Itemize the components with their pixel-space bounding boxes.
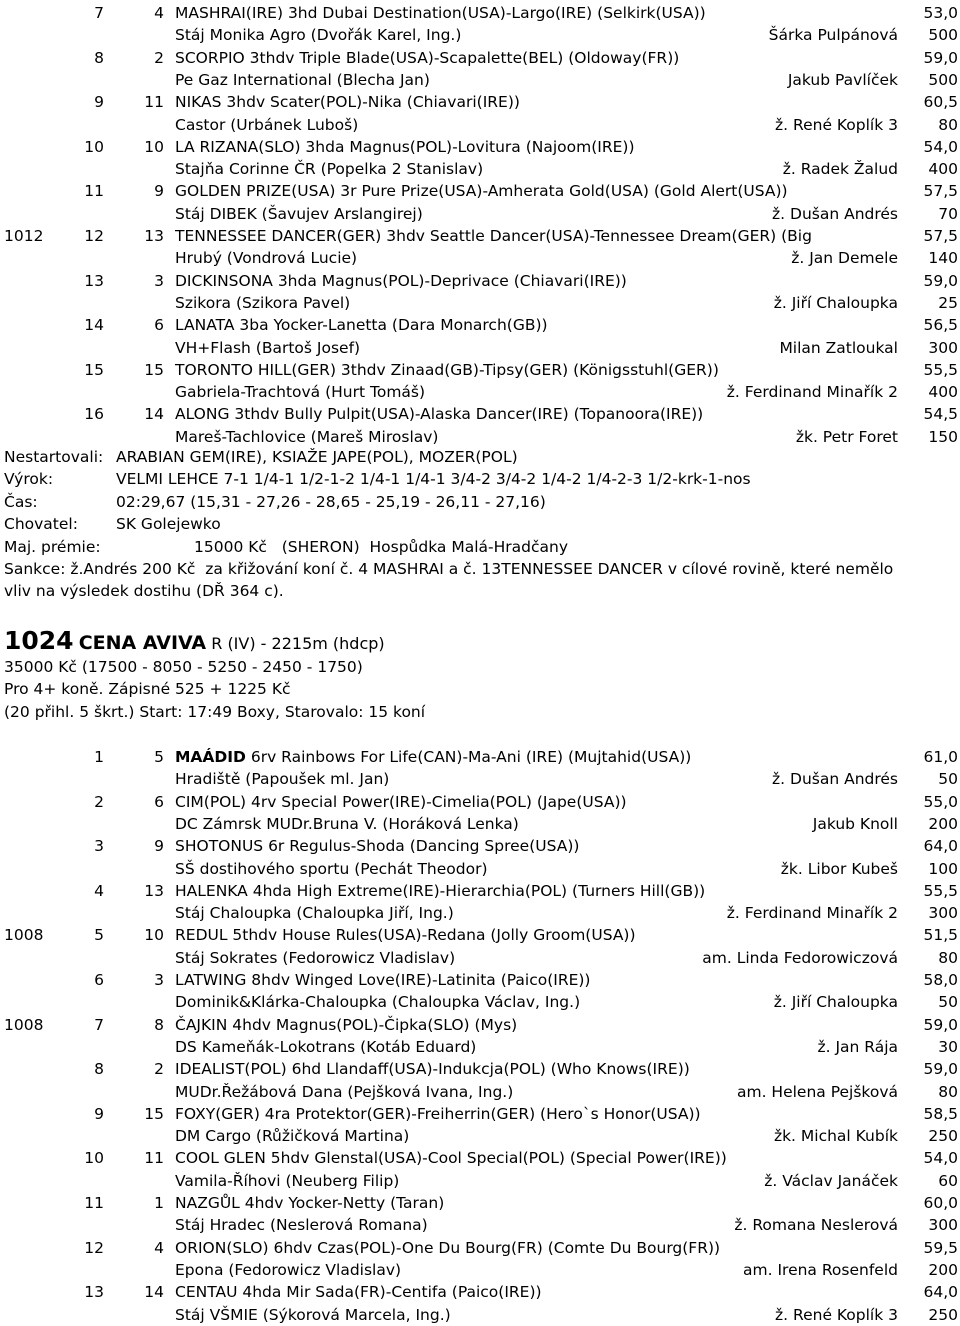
cell-c4: ž. Romana Neslerová (734, 1216, 898, 1235)
cell-c1: 10 (84, 137, 104, 156)
cell-c5: 59,0 (923, 1060, 958, 1079)
cell-c1: 5 (94, 926, 104, 945)
table-row (0, 158, 960, 180)
cell-c2: 11 (144, 93, 164, 112)
table-row (0, 24, 960, 46)
cell-c2: 3 (154, 271, 164, 290)
cell-c4: ž. Dušan Andrés (772, 204, 898, 223)
cell-c5: 80 (938, 948, 958, 967)
table-row (0, 381, 960, 403)
cell-c1: 9 (94, 1104, 104, 1123)
cell-c3: ORION(SLO) 6hdv Czas(POL)-One Du Bourg(FR) (Comte Du Bourg(FR)) (175, 1238, 721, 1257)
cell-c5: 25 (938, 293, 958, 312)
cell-c5: 54,5 (923, 405, 958, 424)
cell-c4: žk. Michal Kubík (773, 1127, 898, 1146)
chovatel-value: SK Golejewko (116, 515, 221, 533)
cell-c3: Dominik&Klárka-Chaloupka (Chaloupka Václav, Ing.) (175, 993, 581, 1012)
cell-c3: CENTAU 4hda Mir Sada(FR)-Centifa (Paico(IRE)) (175, 1283, 542, 1302)
cell-c3: SCORPIO 3thdv Triple Blade(USA)-Scapalette(BEL) (Oldoway(FR)) (175, 48, 680, 67)
cell-c5: 200 (928, 814, 958, 833)
cell-c5: 55,0 (923, 792, 958, 811)
table-row (0, 69, 960, 91)
cell-c5: 500 (928, 26, 958, 45)
cell-c2: 10 (144, 137, 164, 156)
cell-c1: 9 (94, 93, 104, 112)
table-row (0, 880, 960, 902)
cell-c5: 54,0 (923, 137, 958, 156)
cell-c2: 9 (154, 837, 164, 856)
table-row (0, 247, 960, 269)
table-row (0, 947, 960, 969)
cell-c1: 8 (94, 1060, 104, 1079)
cell-c1: 13 (84, 271, 104, 290)
cell-c1: 2 (94, 792, 104, 811)
cell-c1: 11 (84, 1194, 104, 1212)
premie-label: Maj. prémie: (4, 538, 101, 556)
table-row (0, 2, 960, 24)
table-row (0, 1058, 960, 1080)
table-row (0, 91, 960, 113)
cell-c3: LANATA 3ba Yocker-Lanetta (Dara Monarch(GB)) (175, 316, 548, 335)
cell-c1: 6 (94, 971, 104, 989)
table-row (0, 1081, 960, 1103)
table-row (0, 1192, 960, 1214)
cell-c2: 6 (154, 792, 164, 811)
cell-c3: TORONTO HILL(GER) 3thdv Zinaad(GB)-Tipsy(GER) (Königsstuhl(GER)) (175, 360, 719, 379)
cell-c5: 250 (928, 1127, 958, 1146)
cell-c3: TENNESSEE DANCER(GER) 3hdv Seattle Dancer(USA)-Tennessee Dream(GER) (Big (175, 227, 812, 245)
premie-value: 15000 Kč (SHERON) Hospůdka Malá-Hradčany (194, 538, 568, 556)
cell-c3 (175, 746, 691, 768)
cell-c3: DC Zámrsk MUDr.Bruna V. (Horáková Lenka) (175, 814, 519, 833)
cell-c3: Gabriela-Trachtová (Hurt Tomáš) (175, 383, 426, 402)
cell-c1: 12 (84, 1238, 104, 1257)
cell-c3: Stáj DIBEK (Šavujev Arslangirej) (175, 204, 423, 223)
cell-c2: 2 (154, 1060, 164, 1079)
table-row (0, 1170, 960, 1192)
cell-c3: LA RIZANA(SLO) 3hda Magnus(POL)-Lovitura (Najoom(IRE)) (175, 137, 635, 156)
cell-c5: 140 (928, 249, 958, 268)
cell-c5: 50 (938, 993, 958, 1012)
vyrok-value: VELMI LEHCE 7-1 1/4-1 1/2-1-2 1/4-1 1/4-1 3/4-2 3/4-2 1/4-2 1/4-2-3 1/2-krk-1-nos (116, 470, 751, 488)
cell-c5: 59,0 (923, 1015, 958, 1034)
cell-c5: 61,0 (923, 748, 958, 766)
cell-c3: DS Kameňák-Lokotrans (Kotáb Eduard) (175, 1037, 477, 1056)
table-row (0, 136, 960, 158)
sankce-line-1: Sankce: ž.Andrés 200 Kč za křižování koní č. 4 MASHRAI a č. 13TENNESSEE DANCER v cílové rovině, které nemělo (4, 560, 894, 578)
cell-c2: 13 (144, 227, 164, 245)
cell-c3: REDUL 5thdv House Rules(USA)-Redana (Jolly Groom(USA)) (175, 926, 636, 945)
cell-c4: ž. Jan Demele (791, 249, 898, 268)
cell-c2: 2 (154, 48, 164, 67)
cas-label: Čas: (4, 493, 38, 511)
cell-c2: 10 (144, 926, 164, 945)
cell-c3: DICKINSONA 3hda Magnus(POL)-Deprivace (Chiavari(IRE)) (175, 271, 627, 290)
cell-c3: Epona (Fedorowicz Vladislav) (175, 1260, 402, 1279)
cell-c2: 14 (144, 1283, 164, 1302)
cell-c3: COOL GLEN 5hdv Glenstal(USA)-Cool Special(POL) (Special Power(IRE)) (175, 1149, 727, 1168)
cell-c2: 8 (154, 1015, 164, 1034)
cell-c2: 11 (144, 1149, 164, 1168)
cell-c5: 500 (928, 70, 958, 89)
table-row (0, 1014, 960, 1036)
cell-c1: 14 (84, 316, 104, 335)
cell-c3: ČAJKIN 4hdv Magnus(POL)-Čipka(SLO) (Mys) (175, 1015, 518, 1034)
table-row (0, 791, 960, 813)
cell-c1: 11 (84, 182, 104, 201)
cell-c5: 53,0 (923, 4, 958, 22)
cell-c3: Stáj Sokrates (Fedorowicz Vladislav) (175, 948, 456, 967)
cell-c5: 56,5 (923, 316, 958, 335)
cell-c5: 400 (928, 160, 958, 179)
cell-c1: 12 (84, 227, 104, 245)
cell-c0: 1008 (4, 1015, 44, 1034)
cell-c5: 51,5 (923, 926, 958, 945)
cell-c3: FOXY(GER) 4ra Protektor(GER)-Freiherrin(GER) (Hero`s Honor(USA)) (175, 1104, 701, 1123)
cell-c1: 13 (84, 1283, 104, 1302)
cell-c3: VH+Flash (Bartoš Josef) (175, 338, 361, 357)
cell-c5: 300 (928, 904, 958, 923)
cell-c3: Vamila-Říhovi (Neuberg Filip) (175, 1171, 400, 1190)
cell-c1: 15 (84, 360, 104, 379)
race-2-prizes: 35000 Kč (17500 - 8050 - 5250 - 2450 - 1750) (4, 658, 363, 676)
cell-c5: 59,0 (923, 48, 958, 67)
cell-c3: Pe Gaz International (Blecha Jan) (175, 70, 430, 89)
cell-c4: ž. René Koplík 3 (775, 115, 898, 134)
table-row (0, 337, 960, 359)
vyrok-label: Výrok: (4, 470, 54, 488)
cell-c3: Stáj VŠMIE (Sýkorová Marcela, Ing.) (175, 1305, 451, 1324)
cell-c3: GOLDEN PRIZE(USA) 3r Pure Prize(USA)-Amherata Gold(USA) (Gold Alert(USA)) (175, 182, 788, 201)
table-row (0, 203, 960, 225)
cell-c5: 250 (928, 1305, 958, 1324)
nestartovali-label: Nestartovali: (4, 448, 104, 466)
cell-c4: ž. Jiří Chaloupka (773, 993, 898, 1012)
cell-c1: 3 (94, 837, 104, 856)
cell-c5: 100 (928, 859, 958, 878)
table-row (0, 746, 960, 768)
cell-c4: Jakub Knoll (812, 814, 898, 833)
cell-c4: Milan Zatloukal (779, 338, 898, 357)
cell-c3: MUDr.Řežábová Dana (Pejšková Ivana, Ing.) (175, 1082, 514, 1101)
cell-c3: Stajňa Corinne ČR (Popelka 2 Stanislav) (175, 160, 484, 179)
cell-c5: 150 (928, 427, 958, 446)
table-row (0, 359, 960, 381)
table-row (0, 835, 960, 857)
chovatel-label: Chovatel: (4, 515, 78, 533)
cell-c2: 3 (154, 971, 164, 989)
cell-c5: 58,0 (923, 971, 958, 989)
cell-c5: 64,0 (923, 837, 958, 856)
winner-name: MAÁDID (175, 748, 246, 766)
cell-c2: 13 (144, 881, 164, 900)
cell-c1: 10 (84, 1149, 104, 1168)
race-2-class-distance: R (IV) - 2215m (hdcp) (211, 634, 385, 653)
table-row (0, 1304, 960, 1326)
cell-c5: 60,0 (923, 1194, 958, 1212)
cas-value: 02:29,67 (15,31 - 27,26 - 28,65 - 25,19 - 26,11 - 27,16) (116, 493, 546, 511)
table-row (0, 969, 960, 991)
cell-c2: 4 (154, 1238, 164, 1257)
cell-c4: am. Irena Rosenfeld (743, 1260, 898, 1279)
cell-c5: 300 (928, 338, 958, 357)
table-row (0, 426, 960, 448)
cell-c4: ž. Ferdinand Minařík 2 (726, 383, 898, 402)
cell-c5: 80 (938, 1082, 958, 1101)
table-row (0, 813, 960, 835)
cell-c5: 59,5 (923, 1238, 958, 1257)
table-row (0, 1281, 960, 1303)
cell-c3: CIM(POL) 4rv Special Power(IRE)-Cimelia(POL) (Jape(USA)) (175, 792, 627, 811)
cell-c2: 15 (144, 1104, 164, 1123)
cell-c3: Hrubý (Vondrová Lucie) (175, 249, 358, 268)
table-row (0, 991, 960, 1013)
table-row (0, 924, 960, 946)
cell-c4: ž. Jan Rája (817, 1037, 898, 1056)
cell-c1: 7 (94, 1015, 104, 1034)
race-2-name: CENA AVIVA (78, 632, 207, 654)
cell-c3: NAZGŮL 4hdv Yocker-Netty (Taran) (175, 1194, 445, 1212)
cell-c0: 1008 (4, 926, 44, 945)
cell-c4: am. Helena Pejšková (736, 1082, 898, 1101)
cell-c4: žk. Libor Kubeš (780, 859, 898, 878)
cell-c3: ALONG 3thdv Bully Pulpit(USA)-Alaska Dancer(IRE) (Topanoora(IRE)) (175, 405, 704, 424)
table-row (0, 1103, 960, 1125)
cell-c4: am. Linda Fedorowiczová (702, 948, 898, 967)
cell-c3: DM Cargo (Růžičková Martina) (175, 1127, 410, 1146)
cell-c4: ž. Ferdinand Minařík 2 (726, 904, 898, 923)
race-2-title (4, 626, 385, 659)
cell-c3-text: 6rv Rainbows For Life(CAN)-Ma-Ani (IRE) (Mujtahid(USA)) (245, 748, 692, 766)
cell-c5: 57,5 (923, 182, 958, 201)
cell-c2: 4 (154, 4, 164, 22)
table-row (0, 1259, 960, 1281)
cell-c3: Stáj Chaloupka (Chaloupka Jiří, Ing.) (175, 904, 454, 923)
table-row (0, 1147, 960, 1169)
cell-c3: Hradiště (Papoušek ml. Jan) (175, 770, 390, 789)
cell-c5: 58,5 (923, 1104, 958, 1123)
cell-c2: 15 (144, 360, 164, 379)
nestartovali-value: ARABIAN GEM(IRE), KSIAŽE JAPE(POL), MOZER(POL) (116, 448, 518, 466)
cell-c2: 5 (154, 748, 164, 766)
cell-c3: SHOTONUS 6r Regulus-Shoda (Dancing Spree(USA)) (175, 837, 580, 856)
table-row (0, 768, 960, 790)
cell-c3: MASHRAI(IRE) 3hd Dubai Destination(USA)-Largo(IRE) (Selkirk(USA)) (175, 4, 706, 22)
table-row (0, 114, 960, 136)
cell-c1: 4 (94, 881, 104, 900)
cell-c5: 57,5 (923, 227, 958, 245)
cell-c3: IDEALIST(POL) 6hd Llandaff(USA)-Indukcja(POL) (Who Knows(IRE)) (175, 1060, 690, 1079)
cell-c3: SŠ dostihového sportu (Pechát Theodor) (175, 859, 488, 878)
cell-c4: žk. Petr Foret (795, 427, 898, 446)
cell-c2: 6 (154, 316, 164, 335)
cell-c2: 1 (154, 1194, 164, 1212)
cell-c2: 14 (144, 405, 164, 424)
cell-c5: 59,0 (923, 271, 958, 290)
cell-c5: 80 (938, 115, 958, 134)
table-row (0, 314, 960, 336)
table-row (0, 902, 960, 924)
cell-c5: 30 (938, 1037, 958, 1056)
table-row (0, 1237, 960, 1259)
table-row (0, 47, 960, 69)
cell-c5: 400 (928, 383, 958, 402)
cell-c4: ž. René Koplík 3 (775, 1305, 898, 1324)
cell-c1: 1 (94, 748, 104, 766)
cell-c3: LATWING 8hdv Winged Love(IRE)-Latinita (Paico(IRE)) (175, 971, 591, 989)
cell-c4: ž. Dušan Andrés (772, 770, 898, 789)
cell-c5: 60 (938, 1171, 958, 1190)
table-row (0, 1036, 960, 1058)
cell-c3: Szikora (Szikora Pavel) (175, 293, 351, 312)
cell-c1: 16 (84, 405, 104, 424)
cell-c5: 64,0 (923, 1283, 958, 1302)
table-row (0, 180, 960, 202)
cell-c4: ž. Václav Janáček (764, 1171, 898, 1190)
table-row (0, 1214, 960, 1236)
cell-c3: HALENKA 4hda High Extreme(IRE)-Hierarchia(POL) (Turners Hill(GB)) (175, 881, 706, 900)
cell-c3: Stáj Hradec (Neslerová Romana) (175, 1216, 428, 1235)
race-2-conditions: Pro 4+ koně. Zápisné 525 + 1225 Kč (4, 680, 291, 698)
table-row (0, 270, 960, 292)
table-row (0, 858, 960, 880)
cell-c3: Stáj Monika Agro (Dvořák Karel, Ing.) (175, 26, 462, 45)
cell-c1: 7 (94, 4, 104, 22)
table-row (0, 225, 960, 247)
cell-c4: Jakub Pavlíček (787, 70, 898, 89)
cell-c5: 200 (928, 1260, 958, 1279)
cell-c4: ž. Jiří Chaloupka (773, 293, 898, 312)
cell-c3: Castor (Urbánek Luboš) (175, 115, 359, 134)
cell-c5: 50 (938, 770, 958, 789)
race-2-number: 1024 (4, 626, 74, 655)
sankce-line-2: vliv na výsledek dostihu (DŘ 364 c). (4, 582, 284, 600)
cell-c5: 55,5 (923, 881, 958, 900)
cell-c3: NIKAS 3hdv Scater(POL)-Nika (Chiavari(IRE)) (175, 93, 520, 112)
cell-c0: 1012 (4, 227, 44, 245)
cell-c4: ž. Radek Žalud (782, 160, 898, 179)
cell-c2: 9 (154, 182, 164, 201)
cell-c5: 60,5 (923, 93, 958, 112)
cell-c5: 55,5 (923, 360, 958, 379)
cell-c3: Mareš-Tachlovice (Mareš Miroslav) (175, 427, 439, 446)
cell-c4: Šárka Pulpánová (768, 26, 898, 45)
table-row (0, 1125, 960, 1147)
cell-c1: 8 (94, 48, 104, 67)
cell-c5: 54,0 (923, 1149, 958, 1168)
race-2-start-info: (20 přihl. 5 škrt.) Start: 17:49 Boxy, Starovalo: 15 koní (4, 703, 426, 721)
cell-c5: 70 (938, 204, 958, 223)
table-row (0, 403, 960, 425)
table-row (0, 292, 960, 314)
cell-c5: 300 (928, 1216, 958, 1235)
